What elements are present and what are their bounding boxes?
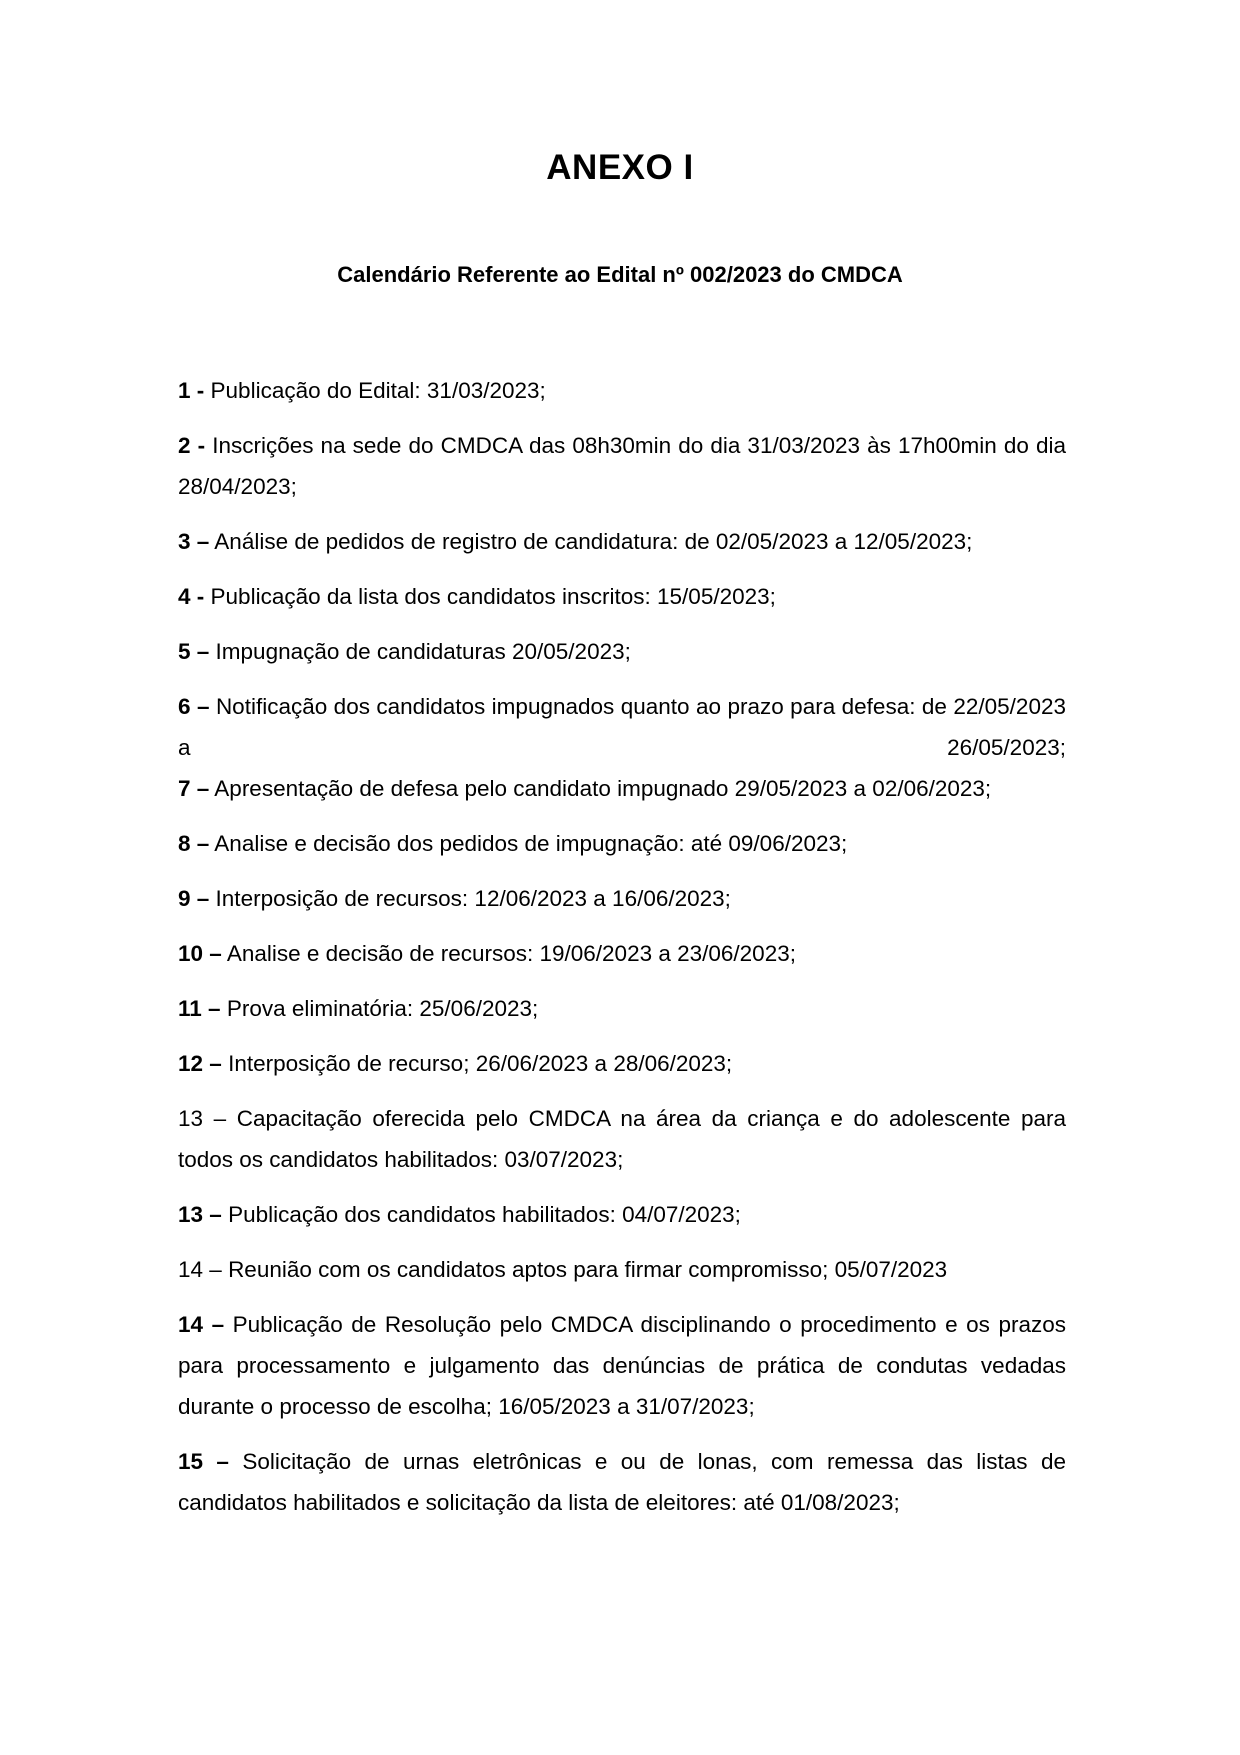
item-number: 1 - bbox=[178, 378, 205, 403]
list-item bbox=[178, 988, 1066, 1029]
item-number: 7 – bbox=[178, 776, 210, 801]
list-item bbox=[178, 1043, 1066, 1084]
item-number: 3 – bbox=[178, 529, 210, 554]
item-text: Analise e decisão de recursos: 19/06/2023 a 23/06/2023; bbox=[226, 941, 796, 966]
item-text: Análise de pedidos de registro de candidatura: de 02/05/2023 a 12/05/2023; bbox=[214, 529, 973, 554]
item-number: 5 – bbox=[178, 639, 210, 664]
list-item bbox=[178, 1249, 1066, 1290]
item-text: Notificação dos candidatos impugnados quanto ao prazo para defesa: de 22/05/2023 a 26/05/2023; bbox=[178, 694, 1066, 760]
item-number: 10 – bbox=[178, 941, 222, 966]
item-text: Apresentação de defesa pelo candidato impugnado 29/05/2023 a 02/06/2023; bbox=[214, 776, 992, 801]
list-item bbox=[178, 1194, 1066, 1235]
list-item bbox=[178, 521, 1066, 562]
calendar-list bbox=[178, 370, 1066, 1537]
item-number: 9 – bbox=[178, 886, 210, 911]
item-number: 14 – bbox=[178, 1257, 222, 1282]
item-number: 8 – bbox=[178, 831, 210, 856]
item-text: Publicação dos candidatos habilitados: 04/07/2023; bbox=[228, 1202, 741, 1227]
item-text: Interposição de recurso; 26/06/2023 a 28/06/2023; bbox=[228, 1051, 733, 1076]
item-text: Publicação de Resolução pelo CMDCA disciplinando o procedimento e os prazos para processamento e julgamento das denúncias de prática de condutas vedadas durante o processo de escolha; 16/05/2023 a 31/07/2023; bbox=[178, 1312, 1066, 1419]
item-text: Publicação da lista dos candidatos inscritos: 15/05/2023; bbox=[210, 584, 776, 609]
list-item bbox=[178, 933, 1066, 974]
item-text: Prova eliminatória: 25/06/2023; bbox=[226, 996, 539, 1021]
page-subtitle: Calendário Referente ao Edital nº 002/2023 do CMDCA bbox=[337, 262, 903, 287]
item-text: Inscrições na sede do CMDCA das 08h30min do dia 31/03/2023 às 17h00min do dia 28/04/2023; bbox=[178, 433, 1066, 499]
item-number: 2 - bbox=[178, 433, 206, 458]
item-text: Impugnação de candidaturas 20/05/2023; bbox=[215, 639, 631, 664]
list-item bbox=[178, 1304, 1066, 1427]
list-item bbox=[178, 823, 1066, 864]
list-item bbox=[178, 631, 1066, 672]
item-text: Interposição de recursos: 12/06/2023 a 16/06/2023; bbox=[215, 886, 731, 911]
item-number: 12 – bbox=[178, 1051, 222, 1076]
list-item bbox=[178, 768, 1066, 809]
list-item bbox=[178, 425, 1066, 507]
item-number: 6 – bbox=[178, 694, 210, 719]
list-item bbox=[178, 370, 1066, 411]
item-number: 4 - bbox=[178, 584, 205, 609]
page-title: ANEXO I bbox=[546, 148, 694, 187]
item-number: 13 – bbox=[178, 1106, 227, 1131]
list-item bbox=[178, 576, 1066, 617]
item-number: 11 – bbox=[178, 996, 221, 1021]
list-item bbox=[178, 1098, 1066, 1180]
item-text: Reunião com os candidatos aptos para firmar compromisso; 05/07/2023 bbox=[228, 1257, 948, 1282]
list-item bbox=[178, 686, 1066, 768]
item-text: Publicação do Edital: 31/03/2023; bbox=[210, 378, 546, 403]
item-text: Solicitação de urnas eletrônicas e ou de lonas, com remessa das listas de candidatos habilitados e solicitação da lista de eleitores: até 01/08/2023; bbox=[178, 1449, 1066, 1515]
item-text: Analise e decisão dos pedidos de impugnação: até 09/06/2023; bbox=[214, 831, 848, 856]
list-item bbox=[178, 878, 1066, 919]
item-number: 13 – bbox=[178, 1202, 222, 1227]
list-item bbox=[178, 1441, 1066, 1523]
item-number: 15 – bbox=[178, 1449, 229, 1474]
item-number: 14 – bbox=[178, 1312, 225, 1337]
item-text: Capacitação oferecida pelo CMDCA na área da criança e do adolescente para todos os candidatos habilitados: 03/07/2023; bbox=[178, 1106, 1066, 1172]
